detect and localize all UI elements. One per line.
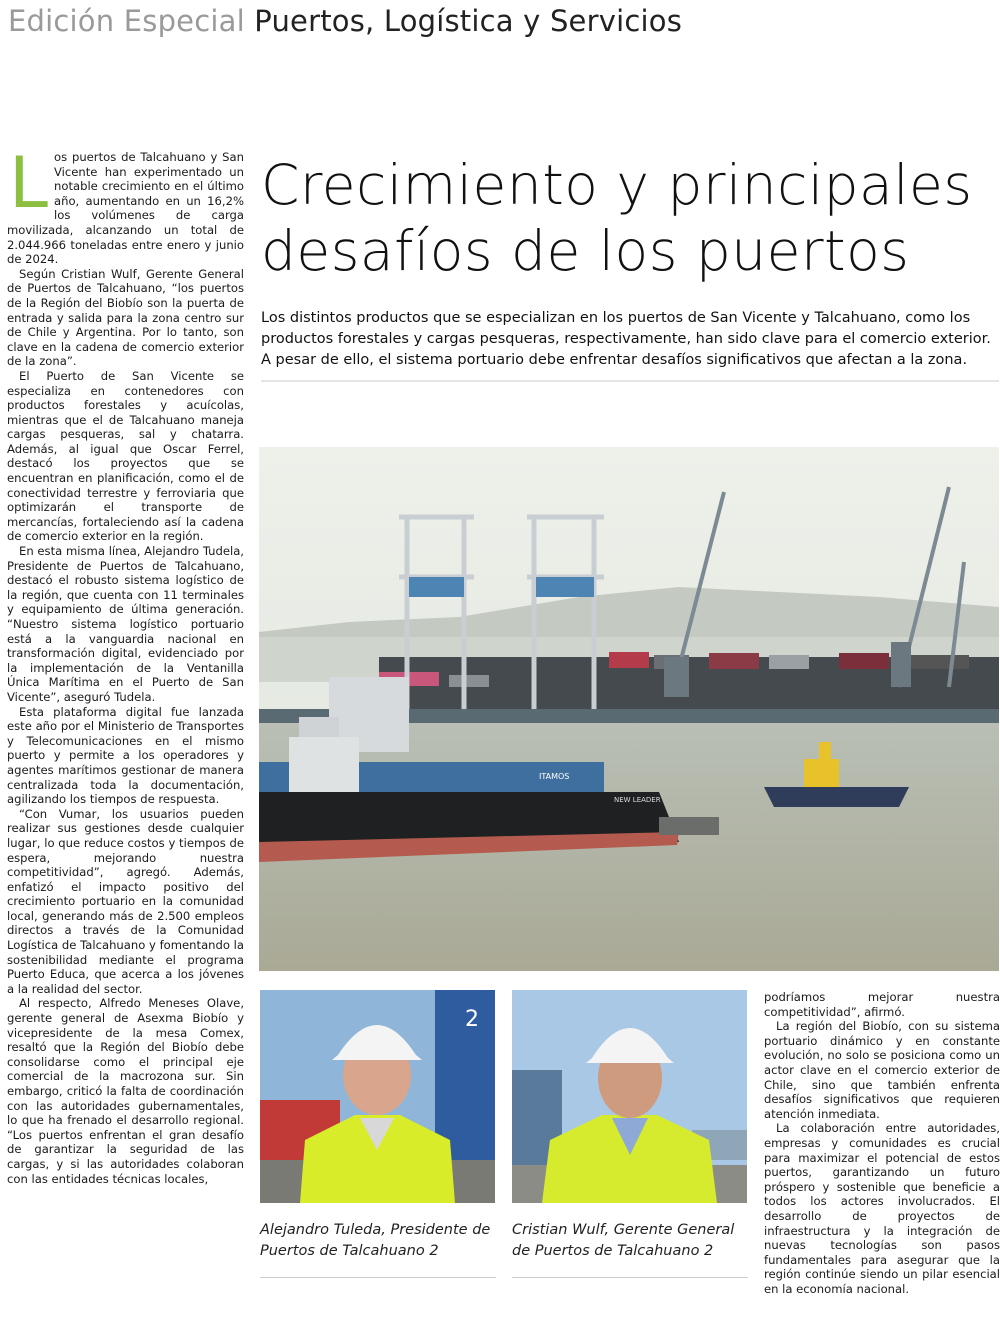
first-paragraph-text: os puertos de Talcahuano y San Vicente han experimentado un notable crecimiento en el último año, aumentando en un 16,2% los volúmenes de carga movilizada, alcanzando un total de 2.044.966 toneladas entre enero y junio de 2024.	[7, 150, 244, 267]
body-paragraph: El Puerto de San Vicente se especializa en contenedores con productos forestales y acuícolas, mientras que el de Talcahuano maneja cargas pesqueras, sal y chatarra. Además, al igual que Oscar Ferrel, destacó los proyectos que se encuentran en planificación, como el de conectividad terrestre y ferroviaria que optimizarán el transporte de mercancías, fortaleciendo así la cadena de comercio exterior en la región.	[7, 368, 244, 544]
ship-hull-text: ITAMOS	[539, 772, 570, 781]
body-paragraph: En esta misma línea, Alejandro Tudela, Presidente de Puertos de Talcahuano, destacó el robusto sistema logístico de la región, que cuenta con 11 terminales y equipamiento de última generación. “Nuestro sistema logístico portuario está a la vanguardia nacional en transformación digital, evidenciado por la implementación de la Ventanilla Única Marítima en el Puerto de San Vicente”, aseguró Tudela.	[7, 544, 244, 704]
headline-line-2: desafíos de los puertos	[261, 219, 910, 283]
portrait-illustration	[260, 990, 495, 1203]
body-paragraph: La colaboración entre autoridades, empresas y comunidades es crucial para maximizar el potencial de estos puertos, garantizando un futuro próspero y sostenible que beneficie a todos los actores involucrados. El desarrollo de proyectos de infraestructura y la integración de nuevas tecnologías son pasos fundamentales para asegurar que la región continúe siendo un pilar esencial en la economía nacional.	[764, 1121, 1000, 1296]
body-paragraph: La región del Biobío, con su sistema portuario dinámico y en constante evolución, no solo se posiciona como un actor clave en el comercio exterior de Chile, sino que también enfrenta desafíos significativos que requieren atención inmediata.	[764, 1019, 1000, 1121]
section-subtitle: Puertos, Logística y Servicios	[254, 4, 682, 38]
lead-divider	[261, 380, 999, 382]
section-header	[8, 4, 682, 38]
article-lead: Los distintos productos que se especializan en los puertos de San Vicente y Talcahuano, como los productos forestales y cargas pesqueras, respectivamente, han sido clave para el comercio exterior. A pesar de ello, el sistema portuario debe enfrentar desafíos significativos que afectan a la zona.	[261, 310, 991, 368]
crane-number: 2	[465, 1007, 479, 1032]
portrait-cristian-wulf	[512, 990, 747, 1203]
drop-cap: L	[9, 142, 48, 224]
caption-divider	[260, 1277, 496, 1278]
caption-left: Alejandro Tuleda, Presidente de Puertos de Talcahuano 2	[260, 1222, 491, 1259]
article-headline	[261, 152, 996, 284]
port-photo-illustration	[259, 447, 999, 971]
body-paragraph: Según Cristian Wulf, Gerente General de Puertos de Talcahuano, “los puertos de la Región del Biobío son la puerta de entrada y salida para la zona centro sur de Chile y Argentina. Por lo tanto, son clave en la cadena de comercio exterior de la zona”.	[7, 266, 244, 369]
headline-line-1: Crecimiento y principales	[261, 153, 973, 217]
body-paragraph: Esta plataforma digital fue lanzada este año por el Ministerio de Transportes y Telecomunicaciones en el mismo puerto y permite a los operadores y agentes marítimos gestionar de manera centralizada toda la documentación, agilizando los tiempos de respuesta.	[7, 704, 244, 807]
body-paragraph: “Con Vumar, los usuarios pueden realizar sus gestiones desde cualquier lugar, lo que reduce costos y tiempos de espera, mejorando nuestra competitividad”, agregó. Además, enfatizó el impacto positivo del crecimiento portuario en la comunidad local, generando más de 2.500 empleos directos a través de la Comunidad Logística de Talcahuano y fomentando la sostenibilidad mediante el programa Puerto Educa, que acerca a los jóvenes a la realidad del sector.	[7, 806, 244, 996]
portrait-illustration	[512, 990, 747, 1203]
first-paragraph	[7, 142, 244, 267]
portrait-alejandro-tuleda	[260, 990, 495, 1203]
caption-right: Cristian Wulf, Gerente General de Puertos de Talcahuano 2	[512, 1222, 735, 1259]
caption-divider	[512, 1277, 748, 1278]
body-paragraph: Al respecto, Alfredo Meneses Olave, gerente general de Asexma Biobío y vicepresidente de la mesa Comex, resaltó que la Región del Biobío debe consolidarse como el principal eje comercial de la macrozona sur. Sin embargo, criticó la falta de coordinación con las autoridades gubernamentales, lo que ha frenado el desarrollo regional. “Los puertos enfrentan el gran desafío de garantizar la seguridad de las cargas, y si las autoridades colaboran con las entidades técnicas locales,	[7, 996, 244, 1186]
body-paragraph: podríamos mejorar nuestra competitividad”, afirmó.	[764, 990, 1000, 1019]
right-column	[764, 990, 1000, 1296]
left-column	[7, 142, 244, 1186]
port-photo	[259, 447, 999, 971]
section-name: Edición Especial	[8, 4, 245, 38]
ship-name: NEW LEADER	[614, 796, 661, 804]
